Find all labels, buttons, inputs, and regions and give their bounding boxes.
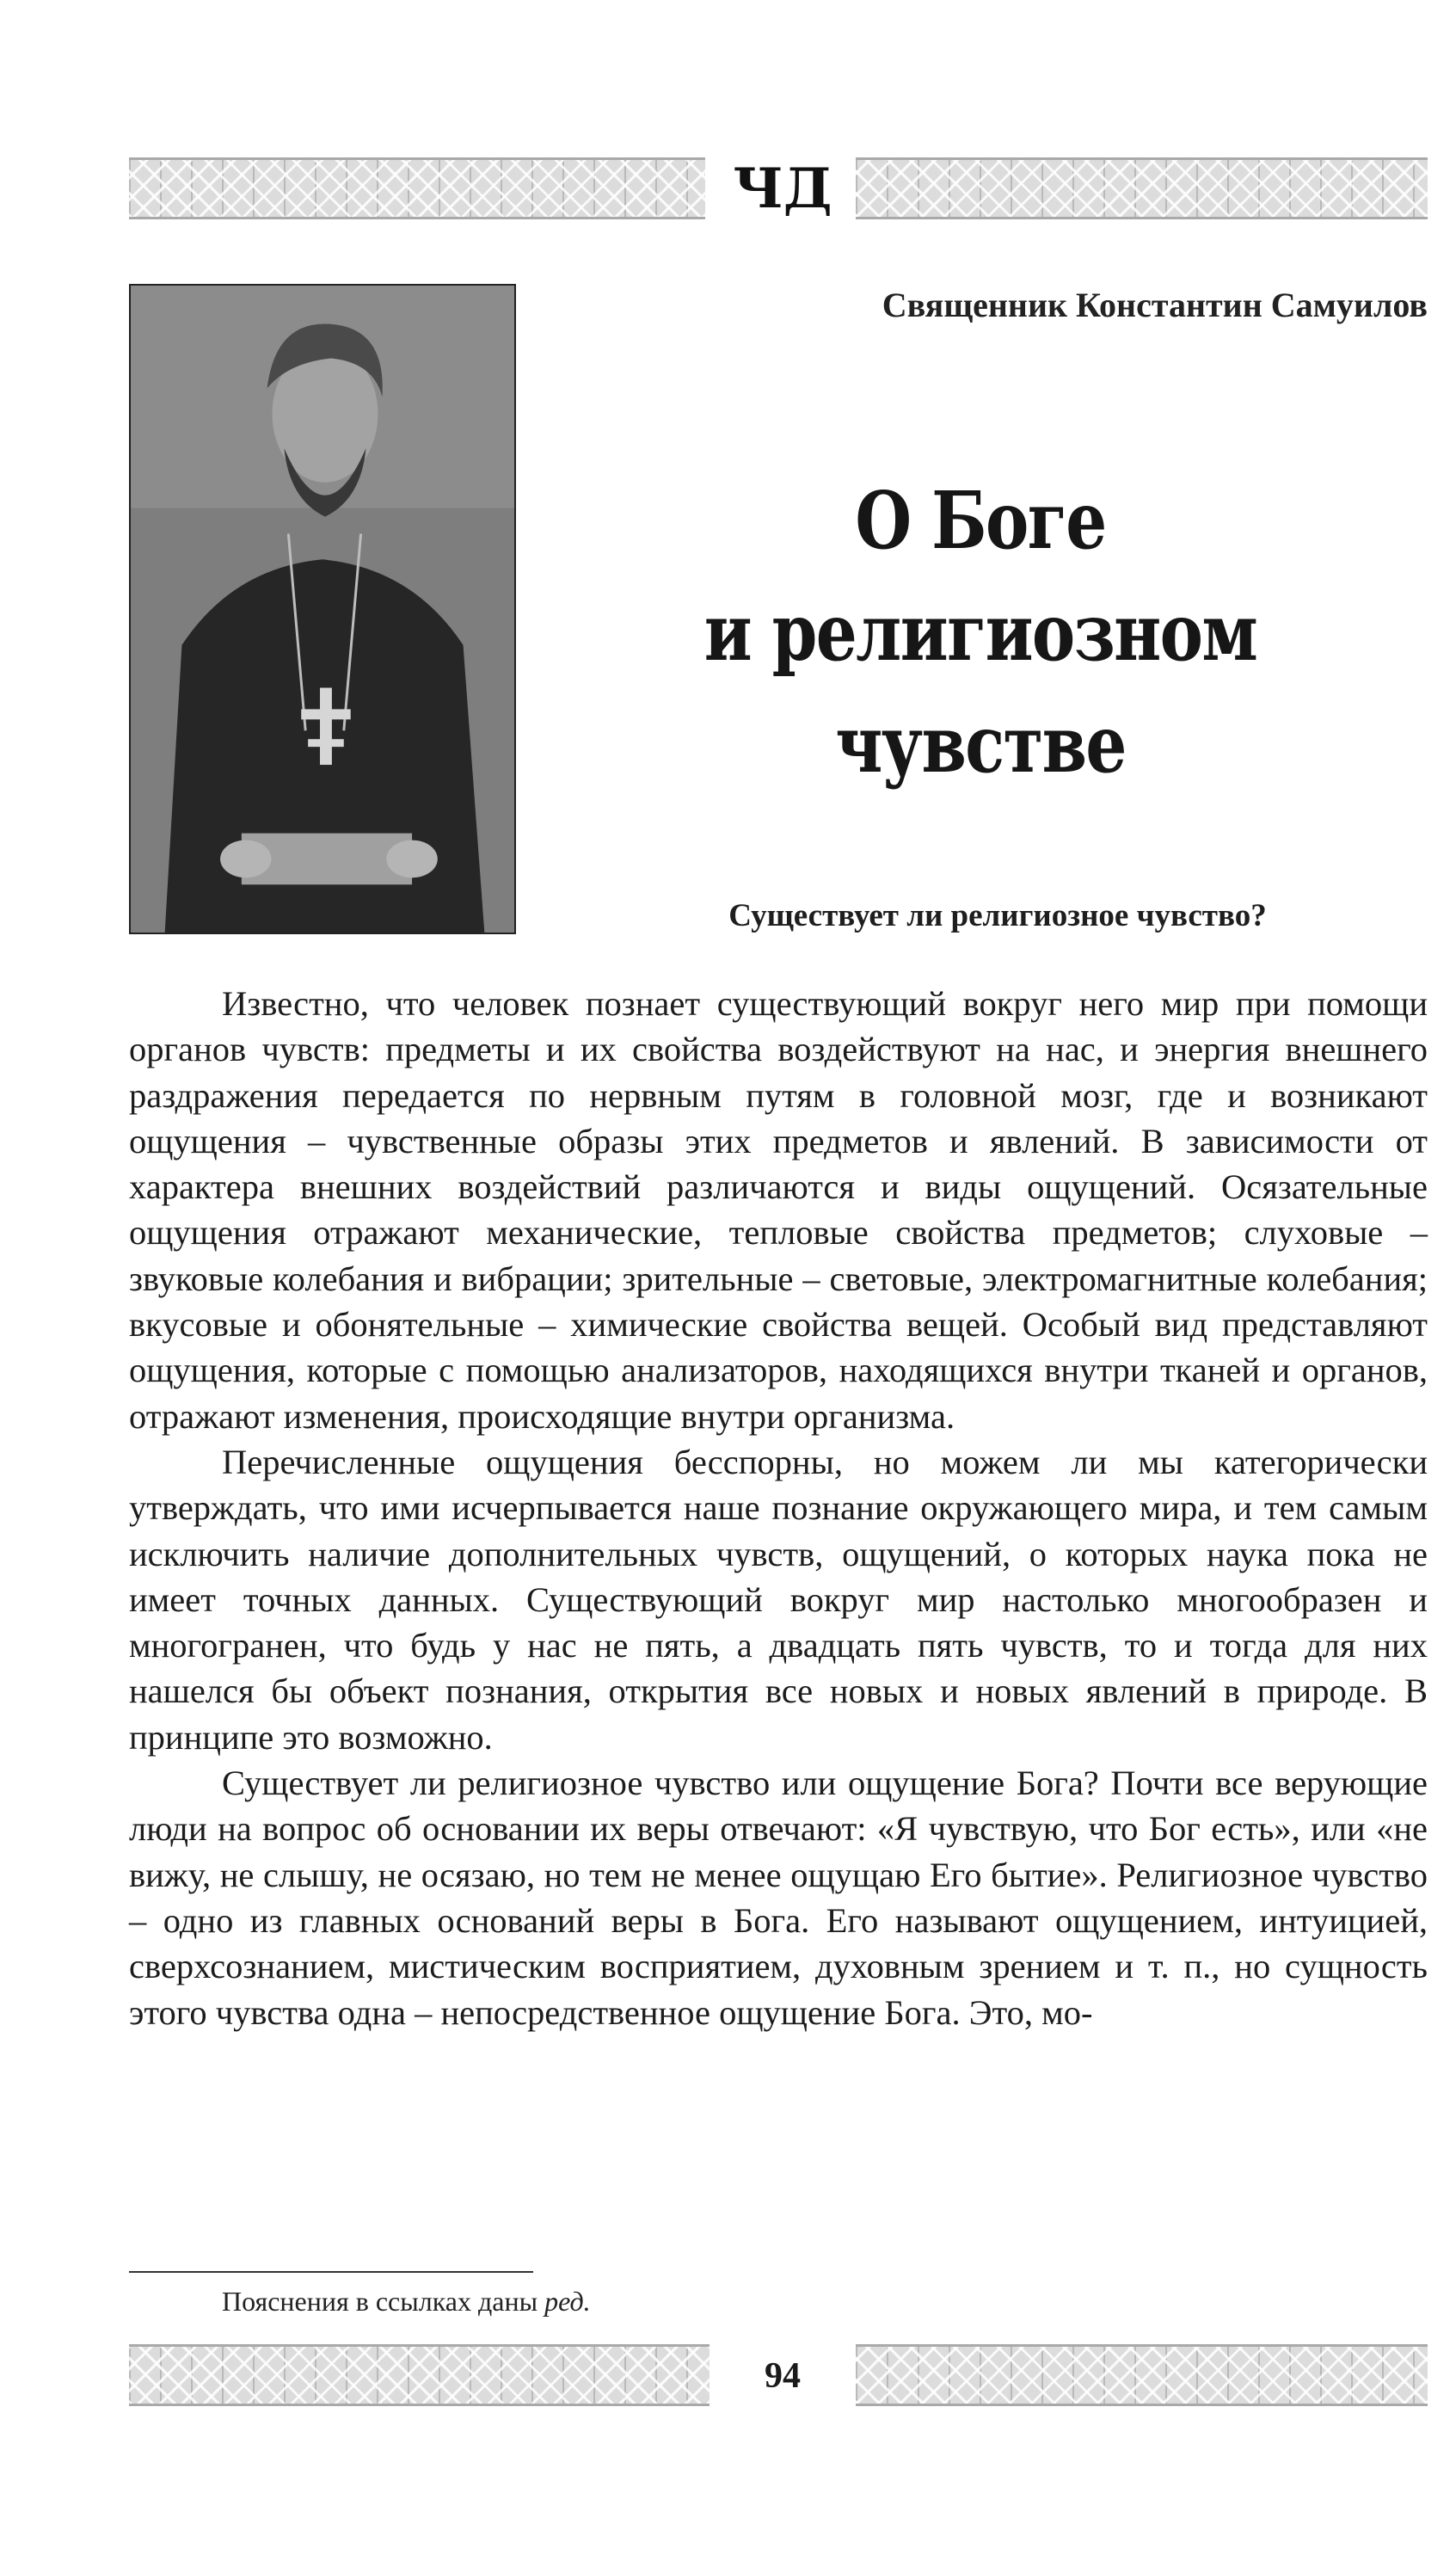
footnote	[222, 2280, 1082, 2323]
footnote-italic: ред.	[544, 2286, 591, 2317]
footer-ornament-right	[856, 2344, 1428, 2406]
article-body	[129, 981, 1428, 2035]
journal-mark: ЧД	[733, 157, 832, 221]
author-name: Священник Константин Самуилов	[882, 286, 1428, 324]
author-portrait	[129, 284, 516, 934]
footer-ornament-left	[129, 2344, 710, 2406]
article-title-line-2: и религиозном чувстве	[703, 586, 1257, 791]
page-number: 94	[765, 2356, 801, 2396]
footnote-text: Пояснения в ссылках даны	[222, 2286, 545, 2317]
article-title-line-1: О Боге	[855, 474, 1106, 567]
section-heading: Существует ли религиозное чувство?	[728, 898, 1267, 933]
footnote-divider	[129, 2271, 533, 2273]
header-ornament-right	[856, 157, 1428, 219]
article-title	[614, 465, 1348, 800]
portrait-illustration	[131, 286, 514, 933]
paragraph-1: Известно, что человек познает существующий вокруг него мир при помощи органов чувств: предметы и их свойства воздействуют на нас, и энергия внешнего раздражения передается по нервным путям в головной мозг, где и возникают ощущения – чувственные образы этих предметов и явлений. В зависимости от характера внешних воздействий различаются и виды ощущений. Осязательные ощущения отражают механические, тепловые свойства предметов; слуховые – звуковые колебания и вибрации; зрительные – световые, электромагнитные колебания; вкусовые и обонятельные – химические свойства вещей. Особый вид представляют ощущения, которые с помощью анализаторов, находящихся внутри тканей и органов, отражают изменения, происходящие внутри организма.	[129, 984, 1428, 1436]
header-ornament-left	[129, 157, 705, 219]
paragraph-2: Перечисленные ощущения бесспорны, но можем ли мы категорически утверждать, что ими исчерпывается наше познание окружающего мира, и тем самым исключить наличие дополнительных чувств, ощущений, о которых наука пока не имеет точных данных. Существующий вокруг мир настолько многообразен и многогранен, что будь у нас не пять, а двадцать пять чувств, то и тогда для них нашелся бы объект познания, открытия все новых и новых явлений в природе. В принципе это возможно.	[129, 1442, 1428, 1757]
paragraph-3: Существует ли религиозное чувство или ощущение Бога? Почти все верующие люди на вопрос об основании их веры отвечают: «Я чувствую, что Бог есть», или «не вижу, не слышу, не осязаю, но тем не менее ощущаю Его бытие». Религиозное чувство – одно из главных оснований веры в Бога. Его называют ощущением, интуицией, сверхсознанием, мистическим восприятием, духовным зрением и т. п., но сущность этого чувства одна – непосредственное ощущение Бога. Это, мо-	[129, 1764, 1428, 2032]
